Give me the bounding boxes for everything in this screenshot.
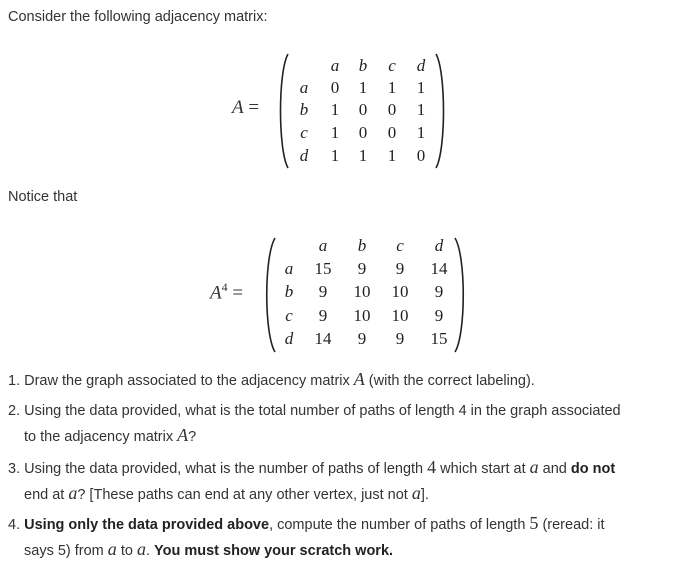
question-1: 1. Draw the graph associated to the adjacency matrix A (with the correct labeling). <box>8 369 535 389</box>
matrix-a4-cell: 9 <box>357 259 367 278</box>
question-number: 4. <box>8 517 21 533</box>
matrix-a-cell: 0 <box>330 78 340 97</box>
matrix-a-cell: 0 <box>358 100 368 119</box>
matrix-a4-cell: 9 <box>395 329 405 348</box>
matrix-a4-cell: 15 <box>314 259 332 278</box>
question-4: 4. Using only the data provided above, compute the number of paths of length 5 (reread: it says 5) from a to a. You must show your scratch work. <box>8 513 605 559</box>
matrix-a-cell: 0 <box>387 100 397 119</box>
matrix-a4-cell: 14 <box>314 329 332 348</box>
matrix-a-cell: 1 <box>358 146 368 165</box>
matrix-a4-cell: 14 <box>430 259 448 278</box>
matrix-a-lhs: A = <box>232 97 260 118</box>
question-number: 1. <box>8 373 21 389</box>
matrix-a4-cell: 9 <box>318 282 328 301</box>
matrix-a4-cell: 9 <box>395 259 405 278</box>
matrix-a4-col-header: d <box>434 236 444 255</box>
matrix-a-left-paren <box>276 52 290 170</box>
question-3: 3. Using the data provided, what is the number of paths of length 4 which start at a and do not end at a? [These paths can end at any other vertex, just not a]. <box>8 457 616 503</box>
matrix-a4-cell: 9 <box>434 282 444 301</box>
matrix-a-col-header: d <box>416 56 426 75</box>
matrix-a-row-label: a <box>299 78 309 97</box>
matrix-a4-row-label: a <box>284 259 294 278</box>
matrix-a4-cell: 10 <box>391 282 409 301</box>
question-number: 2. <box>8 403 21 419</box>
matrix-a-cell: 0 <box>358 123 368 142</box>
matrix-a4-lhs: $A^4$ = <box>210 280 244 304</box>
matrix-a-row-label: c <box>300 123 308 142</box>
matrix-a4-cell: 9 <box>434 306 444 325</box>
matrix-a-cell: 1 <box>358 78 368 97</box>
matrix-a-col-header: a <box>330 56 340 75</box>
matrix-a-cell: 1 <box>387 78 397 97</box>
matrix-a4-cell: 10 <box>391 306 409 325</box>
matrix-a4-cell: 10 <box>353 282 371 301</box>
matrix-a-cell: 1 <box>330 123 340 142</box>
matrix-a-cell: 0 <box>387 123 397 142</box>
matrix-a-cell: 1 <box>416 123 426 142</box>
question-2: 2. Using the data provided, what is the total number of paths of length 4 in the graph associated to the adjacency matrix A? <box>8 403 621 445</box>
matrix-a4-col-header: c <box>396 236 404 255</box>
matrix-a4-cell: 10 <box>353 306 371 325</box>
matrix-a-cell: 1 <box>416 100 426 119</box>
question-number: 3. <box>8 461 21 477</box>
matrix-a4-right-paren <box>452 236 468 354</box>
matrix-a4-cell: 9 <box>357 329 367 348</box>
matrix-a4-row-label: c <box>285 306 293 325</box>
matrix-a-col-header: c <box>388 56 396 75</box>
matrix-a4-cell: 9 <box>318 306 328 325</box>
matrix-a-cell: 1 <box>330 146 340 165</box>
intro-text: Consider the following adjacency matrix: <box>8 9 268 25</box>
matrix-a4-col-header: b <box>357 236 367 255</box>
matrix-a-cell: 0 <box>416 146 426 165</box>
matrix-a-row-label: b <box>299 100 309 119</box>
matrix-a4-row-label: d <box>284 329 294 348</box>
matrix-a-cell: 1 <box>330 100 340 119</box>
matrix-a4-cell: 15 <box>430 329 448 348</box>
matrix-a-right-paren <box>434 52 448 170</box>
matrix-a-col-header: b <box>358 56 368 75</box>
matrix-a-cell: 1 <box>387 146 397 165</box>
matrix-a4-left-paren <box>262 236 278 354</box>
matrix-a4-col-header: a <box>318 236 328 255</box>
notice-text: Notice that <box>8 189 78 205</box>
matrix-a-cell: 1 <box>416 78 426 97</box>
matrix-a4-row-label: b <box>284 282 294 301</box>
matrix-a-row-label: d <box>299 146 309 165</box>
